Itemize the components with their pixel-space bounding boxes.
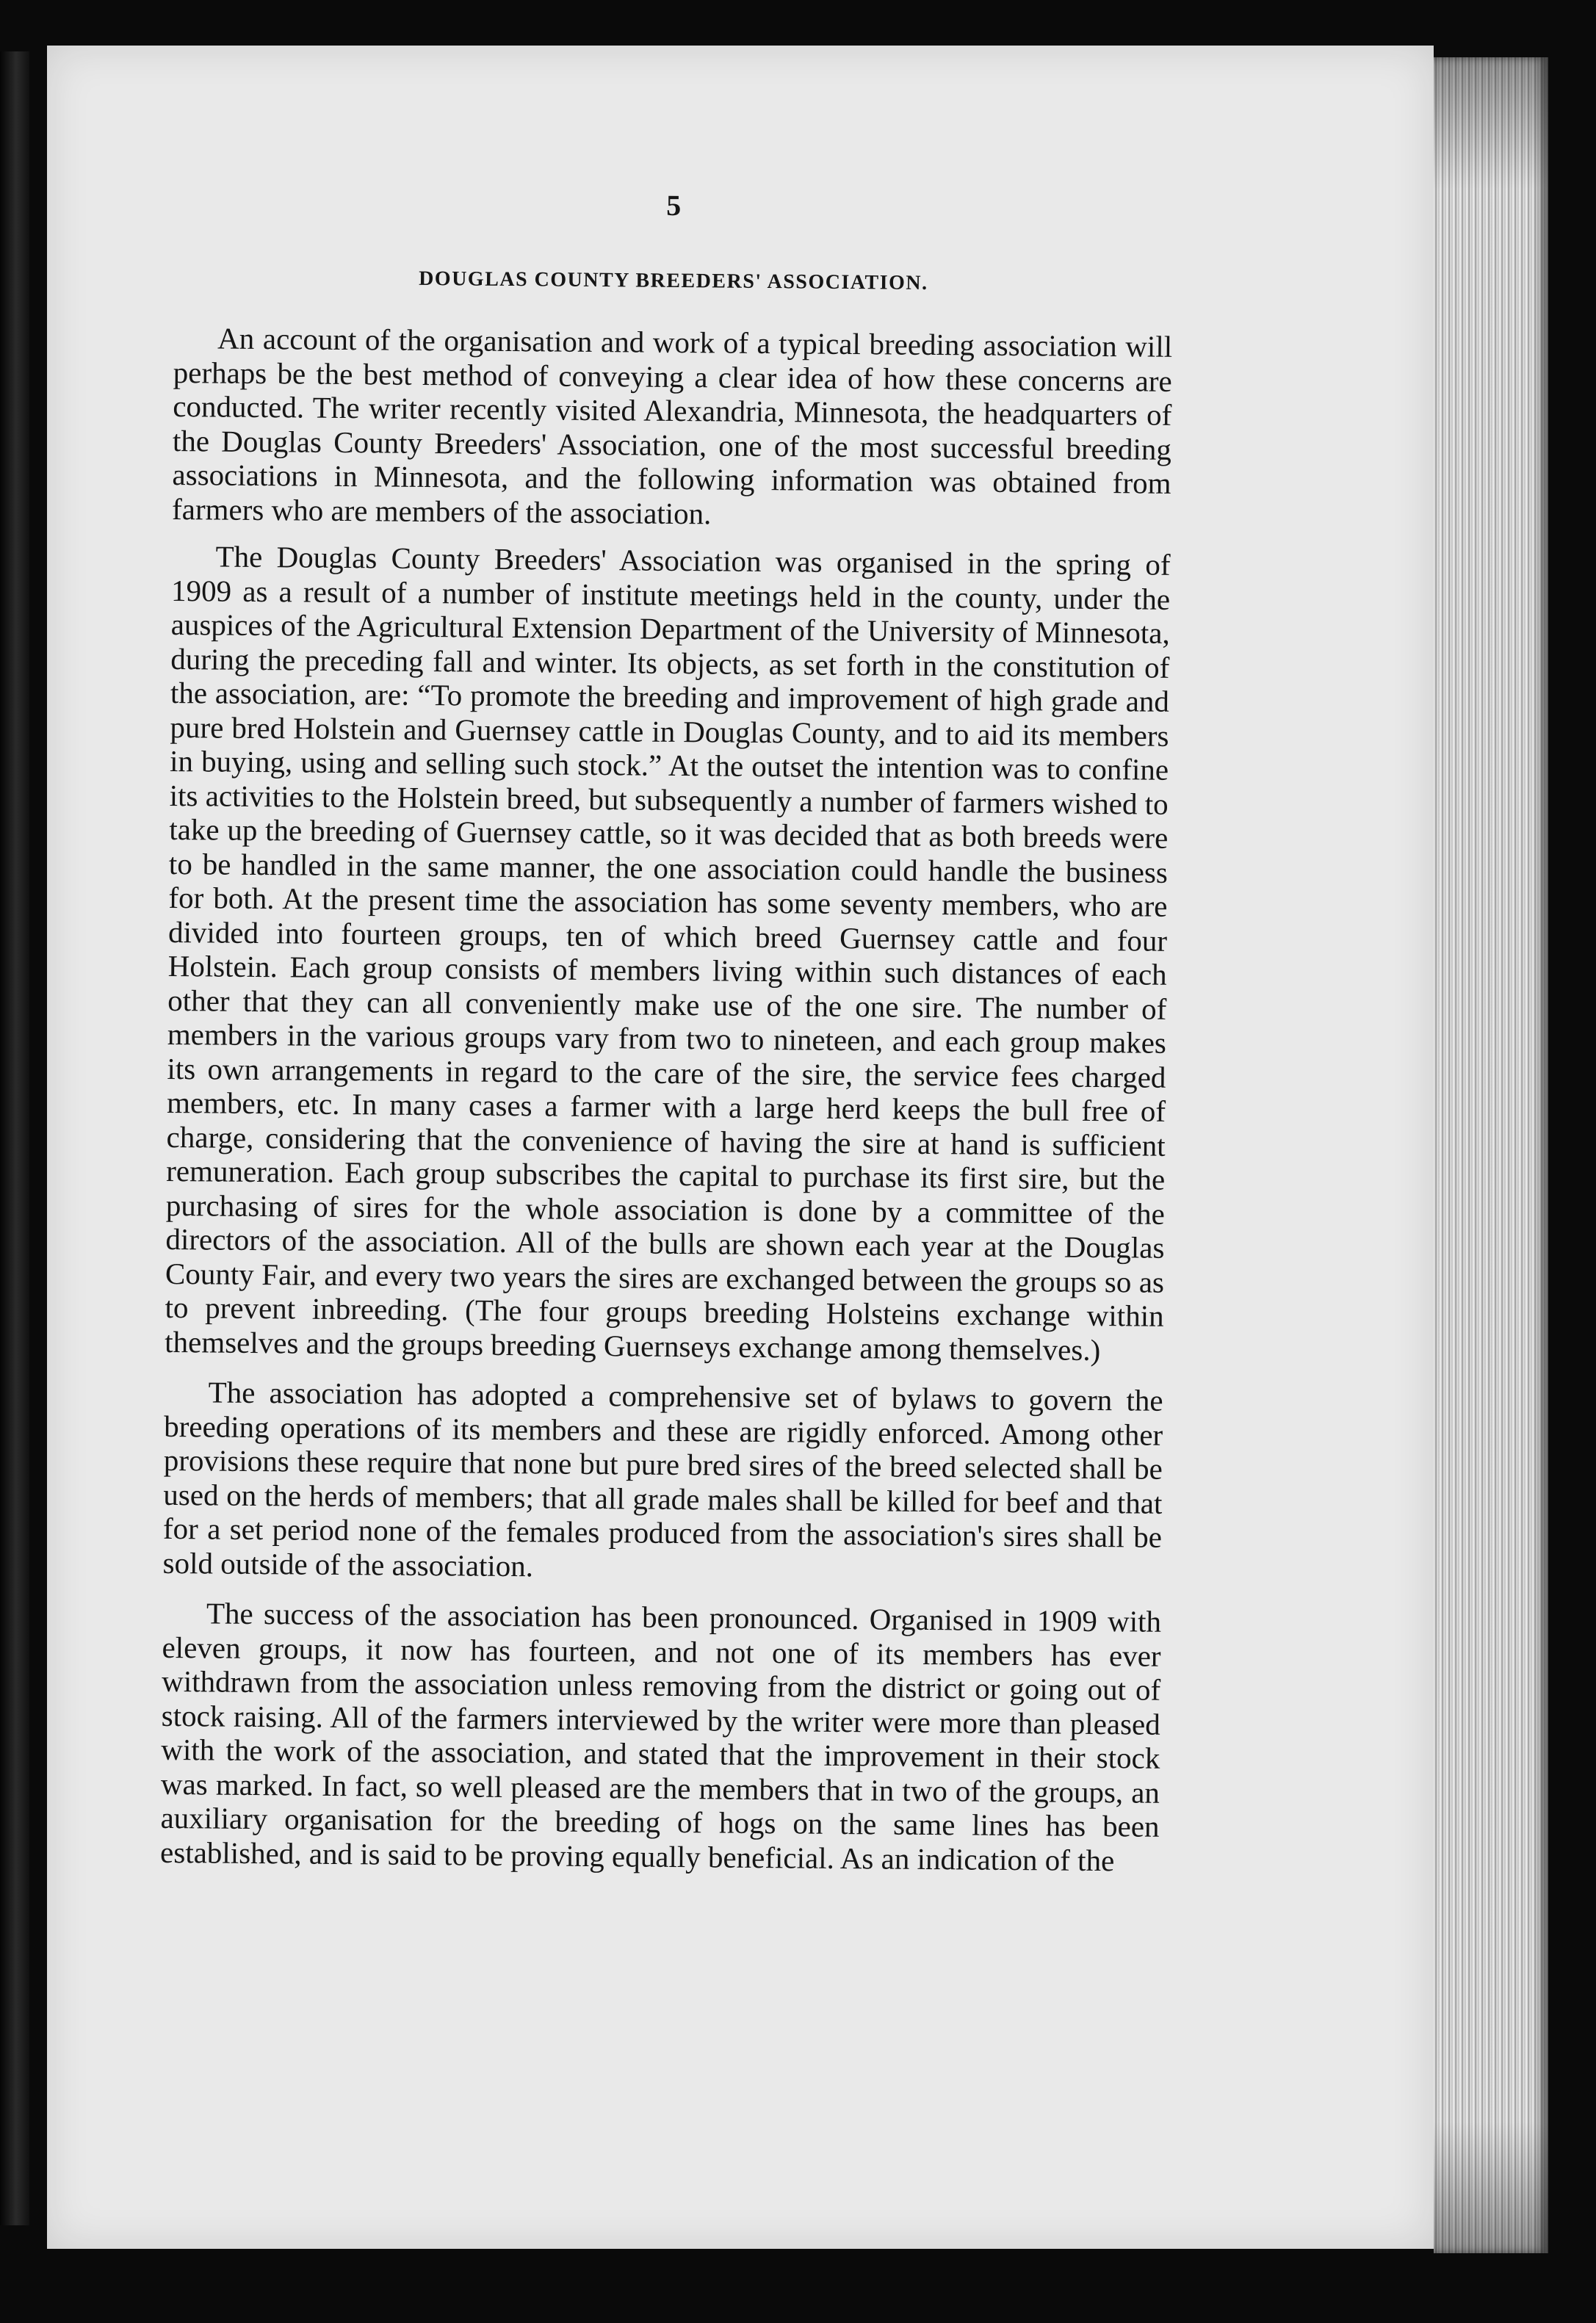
paragraph-bylaws: The association has adopted a comprehensive set of bylaws to govern the breeding operations of its members and these are rigidly enforced. Among other provisions these require that none but pure bred sires of the breed selected shall be used on the herds of members; that all grade males shall be killed for beef and that for a set period none of the females produced from the association's sires shall be sold outside of the association. [162, 1375, 1163, 1583]
book-left-edge [0, 51, 29, 2225]
paragraph-organisation: The Douglas County Breeders' Association was organised in the spring of 1909 as a result of a number of institute meetings held in the county, under the auspices of the Agricultural Extension Department of the University of Minnesota, during the preceding fall and winter. Its objects, as set forth in the constitution of the association, are: “To promote the breeding and improvement of high grade and pure bred Holstein and Guernsey cattle in Douglas County, and to aid its members in buying, using and selling such stock.” At the outset the intention was to confine its activities to the Holstein breed, but subsequently a number of farmers wished to take up the breeding of Guernsey cattle, so it was decided that as both breeds were to be handled in the same manner, the one association could handle the business for both. At the present time the association has some seventy members, who are divided into fourteen groups, ten of which breed Guernsey cattle and four Holstein. Each group consists of members living within such distances of each other that they can all conveniently make use of the one sire. The number of members in the various groups vary from two to nineteen, and each group makes its own arrangements in regard to the care of the sire, the service fees charged members, etc. In many cases a farmer with a large herd keeps the bull free of charge, considering that the convenience of having the sire at hand is sufficient remuneration. Each group subscribes the capital to purchase its first sire, but the purchasing of sires for the whole association is done by a committee of the directors of the association. All of the bulls are shown each year at the Douglas County Fair, and every two years the sires are exchanged between the groups so as to prevent inbreeding. (The four groups breeding Holsteins exchange within themselves and the groups breeding Guernseys exchange among themselves.) [165, 539, 1171, 1367]
book-page-edges [1434, 57, 1548, 2253]
page-number: 5 [666, 188, 682, 223]
paragraph-success: The success of the association has been pronounced. Organised in 1909 with eleven groups, it now has fourteen, and not one of its members has ever withdrawn from the association unless removing from the district or going out of stock raising. All of the farmers interviewed by the writer were more than pleased with the work of the association, and stated that the improvement in their stock was marked. In fact, so well pleased are the members that in two of the groups, an auxiliary organisation for the breeding of hogs on the same lines has been established, and is said to be proving equally beneficial. As an indication of the [159, 1596, 1162, 1877]
section-heading: DOUGLAS COUNTY BREEDERS' ASSOCIATION. [419, 267, 928, 295]
paragraph-intro: An account of the organisation and work of a typical breeding association will perhaps be the best method of conveying a clear idea of how these concerns are conducted. The writer recently visited Alexandria, Minnesota, the headquarters of the Douglas County Breeders' Association, one of the most successful breeding associations in Minnesota, and the following information was obtained from farmers who are members of the association. [171, 321, 1173, 530]
page-content [160, 184, 1174, 1894]
